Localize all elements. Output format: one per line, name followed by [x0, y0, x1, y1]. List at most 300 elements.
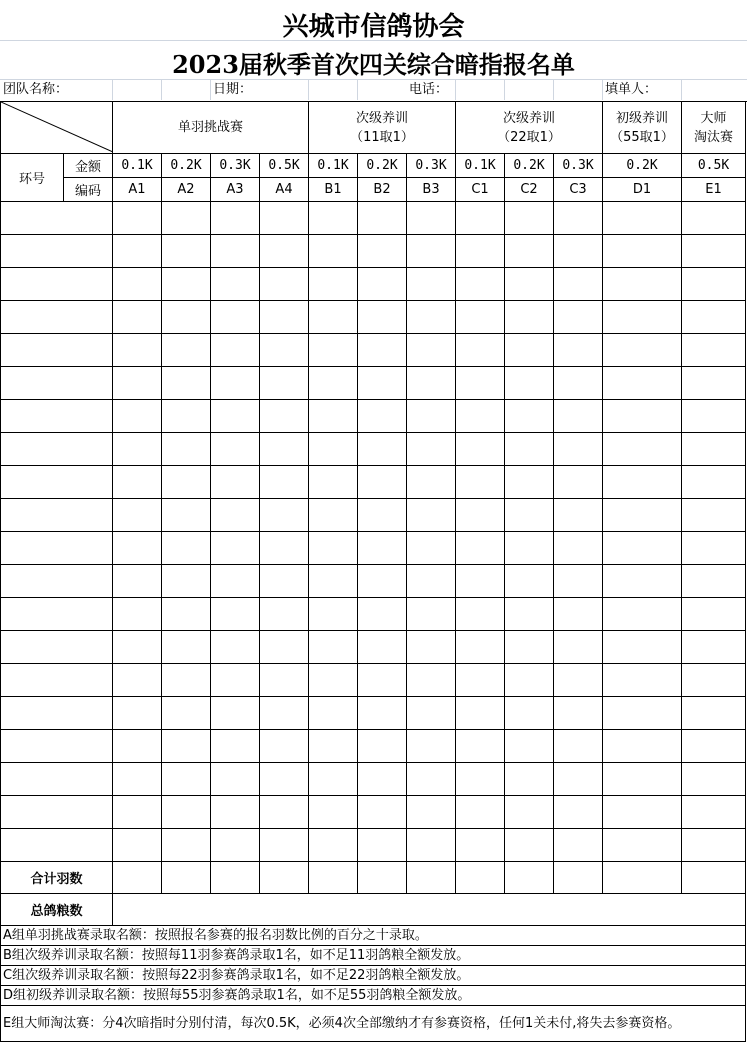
entry-cell[interactable] [211, 202, 260, 235]
entry-cell[interactable] [407, 532, 456, 565]
ring-number-cell[interactable] [1, 796, 113, 829]
entry-cell[interactable] [456, 532, 505, 565]
entry-cell[interactable] [407, 565, 456, 598]
entry-row [1, 334, 746, 367]
entry-cell[interactable] [309, 202, 358, 235]
entry-cell[interactable] [358, 433, 407, 466]
entry-cell[interactable] [554, 598, 603, 631]
entry-cell[interactable] [682, 829, 746, 862]
entry-cell[interactable] [456, 235, 505, 268]
entry-row [1, 532, 746, 565]
entry-cell[interactable] [260, 532, 309, 565]
entry-cell[interactable] [682, 268, 746, 301]
entry-cell[interactable] [162, 202, 211, 235]
entry-cell[interactable] [682, 433, 746, 466]
entry-cell[interactable] [211, 730, 260, 763]
code-cell: E1 [682, 178, 746, 202]
entry-cell[interactable] [309, 829, 358, 862]
entry-cell[interactable] [505, 400, 554, 433]
entry-cell[interactable] [554, 697, 603, 730]
code-cell: A3 [211, 178, 260, 202]
entry-cell[interactable] [260, 301, 309, 334]
entry-cell[interactable] [162, 532, 211, 565]
entry-cell[interactable] [260, 268, 309, 301]
entry-cell[interactable] [113, 697, 162, 730]
entry-cell[interactable] [407, 796, 456, 829]
entry-cell[interactable] [505, 631, 554, 664]
entry-cell[interactable] [162, 697, 211, 730]
entry-cell[interactable] [211, 532, 260, 565]
entry-cell[interactable] [260, 202, 309, 235]
entry-cell[interactable] [407, 730, 456, 763]
code-cell: C1 [456, 178, 505, 202]
entry-cell[interactable] [260, 235, 309, 268]
category-b-header: 次级养训 （11取1） [309, 102, 456, 154]
entry-cell[interactable] [211, 400, 260, 433]
entry-cell[interactable] [113, 829, 162, 862]
entry-cell[interactable] [456, 565, 505, 598]
entry-cell[interactable] [162, 433, 211, 466]
entry-cell[interactable] [603, 631, 682, 664]
entry-cell[interactable] [603, 466, 682, 499]
entry-cell[interactable] [603, 730, 682, 763]
entry-cell[interactable] [211, 433, 260, 466]
entry-cell[interactable] [309, 565, 358, 598]
ring-number-cell[interactable] [1, 532, 113, 565]
entry-cell[interactable] [260, 598, 309, 631]
entry-cell[interactable] [603, 433, 682, 466]
entry-cell[interactable] [603, 664, 682, 697]
entry-cell[interactable] [113, 499, 162, 532]
entry-cell[interactable] [162, 664, 211, 697]
amount-cell: 0.1K [309, 154, 358, 178]
rule-note: D组初级养训录取名额：按照每55羽参赛鸽录取1名，如不足55羽鸽粮全额发放。 [1, 986, 746, 1006]
entry-cell[interactable] [113, 631, 162, 664]
entry-cell[interactable] [113, 466, 162, 499]
entry-cell[interactable] [505, 466, 554, 499]
entry-cell[interactable] [407, 697, 456, 730]
entry-cell[interactable] [505, 433, 554, 466]
entry-cell[interactable] [358, 202, 407, 235]
entry-cell[interactable] [456, 664, 505, 697]
entry-cell[interactable] [162, 829, 211, 862]
entry-cell[interactable] [211, 301, 260, 334]
ring-number-cell[interactable] [1, 268, 113, 301]
total-birds-cell[interactable] [505, 862, 554, 894]
entry-cell[interactable] [554, 466, 603, 499]
entry-cell[interactable] [260, 763, 309, 796]
entry-cell[interactable] [505, 367, 554, 400]
entry-cell[interactable] [603, 565, 682, 598]
entry-cell[interactable] [407, 664, 456, 697]
entry-cell[interactable] [260, 466, 309, 499]
entry-cell[interactable] [358, 631, 407, 664]
entry-cell[interactable] [309, 730, 358, 763]
entry-cell[interactable] [113, 664, 162, 697]
entry-row [1, 433, 746, 466]
entry-cell[interactable] [603, 829, 682, 862]
entry-cell[interactable] [358, 499, 407, 532]
entry-cell[interactable] [603, 598, 682, 631]
entry-cell[interactable] [505, 796, 554, 829]
entry-cell[interactable] [113, 796, 162, 829]
total-birds-cell[interactable] [309, 862, 358, 894]
entry-cell[interactable] [603, 499, 682, 532]
entry-cell[interactable] [682, 763, 746, 796]
entry-cell[interactable] [211, 235, 260, 268]
amount-label: 金额 [64, 154, 113, 178]
entry-cell[interactable] [358, 334, 407, 367]
entry-cell[interactable] [456, 598, 505, 631]
entry-cell[interactable] [358, 235, 407, 268]
entry-cell[interactable] [456, 631, 505, 664]
entry-cell[interactable] [554, 730, 603, 763]
entry-cell[interactable] [682, 565, 746, 598]
ring-number-cell[interactable] [1, 730, 113, 763]
entry-cell[interactable] [603, 400, 682, 433]
entry-cell[interactable] [358, 829, 407, 862]
entry-cell[interactable] [603, 235, 682, 268]
entry-cell[interactable] [407, 400, 456, 433]
entry-cell[interactable] [456, 301, 505, 334]
entry-cell[interactable] [260, 730, 309, 763]
entry-cell[interactable] [162, 499, 211, 532]
entry-cell[interactable] [309, 796, 358, 829]
entry-cell[interactable] [603, 334, 682, 367]
entry-cell[interactable] [309, 631, 358, 664]
entry-cell[interactable] [260, 631, 309, 664]
entry-cell[interactable] [682, 334, 746, 367]
entry-cell[interactable] [211, 697, 260, 730]
entry-cell[interactable] [554, 235, 603, 268]
entry-cell[interactable] [162, 730, 211, 763]
entry-cell[interactable] [162, 400, 211, 433]
total-birds-cell[interactable] [554, 862, 603, 894]
entry-cell[interactable] [309, 532, 358, 565]
entry-cell[interactable] [162, 235, 211, 268]
entry-cell[interactable] [682, 499, 746, 532]
entry-cell[interactable] [554, 301, 603, 334]
entry-cell[interactable] [162, 763, 211, 796]
ring-number-cell[interactable] [1, 664, 113, 697]
entry-cell[interactable] [211, 565, 260, 598]
ring-number-cell[interactable] [1, 433, 113, 466]
entry-cell[interactable] [358, 565, 407, 598]
entry-row [1, 367, 746, 400]
total-birds-cell[interactable] [407, 862, 456, 894]
entry-cell[interactable] [211, 763, 260, 796]
entry-cell[interactable] [260, 697, 309, 730]
ring-number-cell[interactable] [1, 631, 113, 664]
entry-cell[interactable] [211, 796, 260, 829]
entry-cell[interactable] [603, 697, 682, 730]
entry-cell[interactable] [554, 565, 603, 598]
amount-cell: 0.1K [456, 154, 505, 178]
entry-cell[interactable] [505, 202, 554, 235]
total-birds-cell[interactable] [603, 862, 682, 894]
entry-cell[interactable] [554, 796, 603, 829]
entry-cell[interactable] [456, 466, 505, 499]
entry-cell[interactable] [113, 268, 162, 301]
entry-cell[interactable] [682, 400, 746, 433]
entry-cell[interactable] [554, 400, 603, 433]
entry-cell[interactable] [260, 400, 309, 433]
entry-cell[interactable] [554, 268, 603, 301]
ring-number-cell[interactable] [1, 334, 113, 367]
entry-cell[interactable] [407, 763, 456, 796]
entry-cell[interactable] [113, 433, 162, 466]
entry-cell[interactable] [260, 796, 309, 829]
entry-cell[interactable] [113, 730, 162, 763]
entry-cell[interactable] [407, 334, 456, 367]
entry-cell[interactable] [162, 334, 211, 367]
entry-cell[interactable] [309, 499, 358, 532]
amount-cell: 0.2K [505, 154, 554, 178]
entry-cell[interactable] [505, 664, 554, 697]
entry-cell[interactable] [211, 466, 260, 499]
entry-cell[interactable] [358, 796, 407, 829]
entry-cell[interactable] [505, 301, 554, 334]
entry-cell[interactable] [309, 598, 358, 631]
entry-cell[interactable] [113, 301, 162, 334]
entry-cell[interactable] [407, 598, 456, 631]
entry-cell[interactable] [358, 301, 407, 334]
entry-cell[interactable] [554, 499, 603, 532]
ring-number-cell[interactable] [1, 202, 113, 235]
entry-cell[interactable] [456, 400, 505, 433]
entry-cell[interactable] [309, 367, 358, 400]
entry-cell[interactable] [113, 763, 162, 796]
entry-cell[interactable] [162, 796, 211, 829]
ring-number-cell[interactable] [1, 499, 113, 532]
entry-cell[interactable] [260, 367, 309, 400]
total-birds-cell[interactable] [682, 862, 746, 894]
ring-number-cell[interactable] [1, 400, 113, 433]
entry-cell[interactable] [456, 367, 505, 400]
entry-row [1, 829, 746, 862]
entry-cell[interactable] [309, 334, 358, 367]
entry-cell[interactable] [505, 334, 554, 367]
entry-cell[interactable] [682, 598, 746, 631]
entry-cell[interactable] [456, 499, 505, 532]
entry-cell[interactable] [682, 202, 746, 235]
entry-cell[interactable] [113, 598, 162, 631]
entry-cell[interactable] [162, 301, 211, 334]
total-birds-cell[interactable] [162, 862, 211, 894]
entry-cell[interactable] [554, 664, 603, 697]
entry-row [1, 763, 746, 796]
total-birds-cell[interactable] [211, 862, 260, 894]
category-e-header: 大师 淘汰赛 [682, 102, 746, 154]
entry-cell[interactable] [407, 202, 456, 235]
entry-cell[interactable] [407, 631, 456, 664]
entry-cell[interactable] [554, 829, 603, 862]
entry-cell[interactable] [505, 697, 554, 730]
entry-cell[interactable] [456, 763, 505, 796]
entry-cell[interactable] [358, 730, 407, 763]
entry-cell[interactable] [113, 235, 162, 268]
entry-cell[interactable] [554, 631, 603, 664]
entry-cell[interactable] [260, 334, 309, 367]
entry-cell[interactable] [162, 367, 211, 400]
ring-number-label: 环号 [1, 154, 64, 202]
entry-cell[interactable] [260, 499, 309, 532]
ring-number-cell[interactable] [1, 763, 113, 796]
ring-number-cell[interactable] [1, 697, 113, 730]
entry-cell[interactable] [358, 697, 407, 730]
total-birds-cell[interactable] [456, 862, 505, 894]
entry-cell[interactable] [309, 235, 358, 268]
entry-cell[interactable] [309, 697, 358, 730]
entry-cell[interactable] [682, 664, 746, 697]
entry-cell[interactable] [554, 367, 603, 400]
entry-cell[interactable] [505, 532, 554, 565]
entry-cell[interactable] [309, 763, 358, 796]
entry-cell[interactable] [603, 796, 682, 829]
entry-cell[interactable] [505, 763, 554, 796]
entry-cell[interactable] [682, 631, 746, 664]
entry-cell[interactable] [309, 268, 358, 301]
entry-cell[interactable] [113, 532, 162, 565]
entry-cell[interactable] [309, 400, 358, 433]
ring-number-cell[interactable] [1, 466, 113, 499]
entry-cell[interactable] [554, 532, 603, 565]
entry-cell[interactable] [407, 829, 456, 862]
entry-cell[interactable] [162, 466, 211, 499]
entry-cell[interactable] [162, 268, 211, 301]
category-a-header: 单羽挑战赛 [113, 102, 309, 154]
entry-cell[interactable] [456, 433, 505, 466]
code-cell: A1 [113, 178, 162, 202]
entry-cell[interactable] [505, 829, 554, 862]
team-name-label: 团队名称： [3, 82, 69, 97]
total-birds-cell[interactable] [113, 862, 162, 894]
entry-cell[interactable] [358, 763, 407, 796]
code-cell: A2 [162, 178, 211, 202]
entry-cell[interactable] [260, 565, 309, 598]
entry-cell[interactable] [682, 301, 746, 334]
entry-cell[interactable] [505, 730, 554, 763]
entry-cell[interactable] [682, 532, 746, 565]
entry-cell[interactable] [505, 499, 554, 532]
entry-cell[interactable] [358, 466, 407, 499]
entry-cell[interactable] [407, 499, 456, 532]
entry-cell[interactable] [309, 433, 358, 466]
entry-cell[interactable] [211, 334, 260, 367]
entry-cell[interactable] [456, 829, 505, 862]
entry-cell[interactable] [113, 367, 162, 400]
entry-cell[interactable] [603, 367, 682, 400]
total-birds-cell[interactable] [358, 862, 407, 894]
entry-cell[interactable] [260, 433, 309, 466]
amount-cell: 0.3K [407, 154, 456, 178]
entry-cell[interactable] [554, 763, 603, 796]
entry-cell[interactable] [211, 631, 260, 664]
entry-cell[interactable] [407, 235, 456, 268]
entry-cell[interactable] [603, 532, 682, 565]
entry-cell[interactable] [407, 433, 456, 466]
rule-note: C组次级养训录取名额：按照每22羽参赛鸽录取1名，如不足22羽鸽粮全额发放。 [1, 966, 746, 986]
entry-cell[interactable] [505, 598, 554, 631]
entry-cell[interactable] [603, 763, 682, 796]
entry-cell[interactable] [682, 235, 746, 268]
entry-cell[interactable] [505, 565, 554, 598]
entry-cell[interactable] [113, 202, 162, 235]
entry-cell[interactable] [456, 796, 505, 829]
entry-cell[interactable] [113, 334, 162, 367]
entry-cell[interactable] [113, 565, 162, 598]
ring-number-cell[interactable] [1, 367, 113, 400]
entry-cell[interactable] [682, 367, 746, 400]
entry-cell[interactable] [554, 202, 603, 235]
entry-cell[interactable] [682, 466, 746, 499]
entry-cell[interactable] [407, 367, 456, 400]
entry-cell[interactable] [358, 400, 407, 433]
ring-number-cell[interactable] [1, 598, 113, 631]
entry-cell[interactable] [162, 631, 211, 664]
entry-cell[interactable] [407, 466, 456, 499]
entry-cell[interactable] [358, 664, 407, 697]
ring-number-cell[interactable] [1, 301, 113, 334]
total-feed-cell[interactable] [113, 894, 746, 926]
code-cell: B2 [358, 178, 407, 202]
entry-cell[interactable] [358, 268, 407, 301]
entry-cell[interactable] [211, 367, 260, 400]
entry-cell[interactable] [309, 664, 358, 697]
entry-row [1, 697, 746, 730]
entry-cell[interactable] [603, 202, 682, 235]
entry-cell[interactable] [505, 235, 554, 268]
entry-row [1, 565, 746, 598]
entry-cell[interactable] [682, 697, 746, 730]
entry-cell[interactable] [211, 598, 260, 631]
total-birds-cell[interactable] [260, 862, 309, 894]
entry-cell[interactable] [456, 730, 505, 763]
entry-cell[interactable] [162, 565, 211, 598]
entry-cell[interactable] [456, 268, 505, 301]
entry-cell[interactable] [603, 301, 682, 334]
entry-cell[interactable] [113, 400, 162, 433]
entry-cell[interactable] [309, 466, 358, 499]
entry-cell[interactable] [407, 268, 456, 301]
entry-cell[interactable] [554, 433, 603, 466]
entry-cell[interactable] [211, 268, 260, 301]
entry-cell[interactable] [358, 367, 407, 400]
ring-number-cell[interactable] [1, 565, 113, 598]
entry-cell[interactable] [309, 301, 358, 334]
entry-cell[interactable] [682, 796, 746, 829]
ring-number-cell[interactable] [1, 829, 113, 862]
amount-cell: 0.2K [358, 154, 407, 178]
entry-cell[interactable] [211, 829, 260, 862]
entry-cell[interactable] [211, 499, 260, 532]
entry-cell[interactable] [603, 268, 682, 301]
entry-cell[interactable] [407, 301, 456, 334]
ring-number-cell[interactable] [1, 235, 113, 268]
entry-cell[interactable] [211, 664, 260, 697]
entry-cell[interactable] [456, 202, 505, 235]
entry-cell[interactable] [456, 697, 505, 730]
entry-cell[interactable] [358, 598, 407, 631]
entry-cell[interactable] [358, 532, 407, 565]
entry-cell[interactable] [554, 334, 603, 367]
entry-cell[interactable] [260, 829, 309, 862]
entry-cell[interactable] [162, 598, 211, 631]
entry-cell[interactable] [456, 334, 505, 367]
entry-cell[interactable] [260, 664, 309, 697]
entry-cell[interactable] [682, 730, 746, 763]
entry-cell[interactable] [505, 268, 554, 301]
